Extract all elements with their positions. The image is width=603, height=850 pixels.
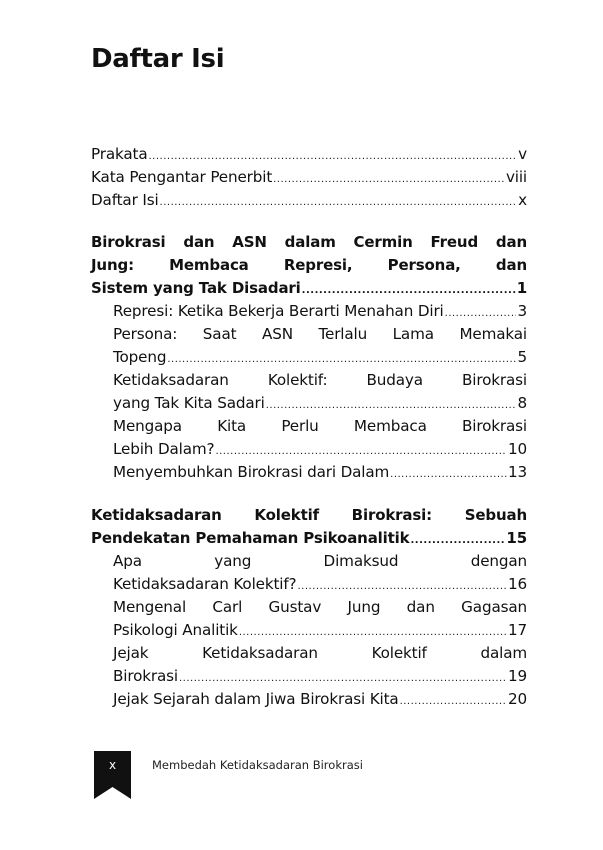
section-page: 20 <box>507 690 527 708</box>
toc-entry-page: viii <box>505 168 527 186</box>
chapter-title-line: Sistem yang Tak Disadari <box>91 279 301 297</box>
dot-leader <box>445 302 517 325</box>
toc-section[interactable] <box>91 550 527 596</box>
toc-chapter-2 <box>91 504 527 711</box>
section-page: 3 <box>517 302 527 320</box>
dot-leader <box>239 621 507 644</box>
section-title: Persona: Saat ASN Terlalu Lama Memakai <box>113 325 527 343</box>
section-title: Jejak Ketidaksadaran Kolektif dalam <box>113 644 527 662</box>
toc-entry[interactable] <box>91 166 527 189</box>
dot-leader <box>411 529 506 552</box>
toc-section[interactable] <box>91 461 527 484</box>
section-title: yang Tak Kita Sadari <box>113 394 265 412</box>
toc-entry-page: x <box>518 191 527 209</box>
page-title: Daftar Isi <box>91 44 225 74</box>
section-title: Topeng <box>113 348 167 366</box>
toc-section[interactable] <box>91 596 527 642</box>
section-title: Represi: Ketika Bekerja Berarti Menahan Diri <box>113 302 444 320</box>
section-title: Lebih Dalam? <box>113 440 215 458</box>
section-page: 10 <box>507 440 527 458</box>
section-title: Ketidaksadaran Kolektif? <box>113 575 297 593</box>
dot-leader <box>215 440 507 463</box>
toc-entry-page: v <box>518 145 527 163</box>
dot-leader <box>390 463 507 486</box>
section-title: Ketidaksadaran Kolektif: Budaya Birokrasi <box>113 371 527 389</box>
chapter-title-line[interactable]: Ketidaksadaran Kolektif Birokrasi: Sebuah <box>91 506 527 524</box>
chapter-page: 15 <box>506 529 527 547</box>
toc-entry-title: Prakata <box>91 145 148 163</box>
section-title: Mengapa Kita Perlu Membaca Birokrasi <box>113 417 527 435</box>
toc-section[interactable] <box>91 369 527 415</box>
footer-page-number: x <box>108 758 117 772</box>
section-page: 8 <box>517 394 527 412</box>
dot-leader <box>266 394 517 417</box>
toc-front-matter <box>91 143 527 212</box>
section-title: Psikologi Analitik <box>113 621 238 639</box>
dot-leader <box>400 690 507 713</box>
section-page: 13 <box>507 463 527 481</box>
dot-leader <box>149 145 518 168</box>
dot-leader <box>302 279 516 302</box>
section-title: Menyembuhkan Birokrasi dari Dalam <box>113 463 390 481</box>
toc-entry[interactable] <box>91 189 527 212</box>
section-title: Jejak Sejarah dalam Jiwa Birokrasi Kita <box>113 690 399 708</box>
toc-section[interactable] <box>91 688 527 711</box>
dot-leader <box>297 575 506 598</box>
toc-entry-title: Daftar Isi <box>91 191 159 209</box>
toc-section[interactable] <box>91 323 527 369</box>
section-page: 17 <box>507 621 527 639</box>
toc-entry-title: Kata Pengantar Penerbit <box>91 168 273 186</box>
section-title: Birokrasi <box>113 667 178 685</box>
dot-leader <box>273 168 505 191</box>
toc-section[interactable] <box>91 642 527 688</box>
toc-section[interactable] <box>91 300 527 323</box>
footer-book-title: Membedah Ketidaksadaran Birokrasi <box>152 758 363 772</box>
chapter-entry[interactable] <box>91 527 527 550</box>
toc-entry[interactable] <box>91 143 527 166</box>
dot-leader <box>160 191 518 214</box>
dot-leader <box>167 348 516 371</box>
chapter-entry[interactable] <box>91 277 527 300</box>
dot-leader <box>179 667 507 690</box>
toc-section[interactable] <box>91 415 527 461</box>
chapter-page: 1 <box>516 279 527 297</box>
section-title: Apa yang Dimaksud dengan <box>113 552 527 570</box>
chapter-title-line[interactable]: Birokrasi dan ASN dalam Cermin Freud dan <box>91 233 527 251</box>
chapter-title-line: Pendekatan Pemahaman Psikoanalitik <box>91 529 410 547</box>
section-page: 16 <box>507 575 527 593</box>
chapter-title-line[interactable]: Jung: Membaca Represi, Persona, dan <box>91 256 527 274</box>
section-page: 19 <box>507 667 527 685</box>
section-title: Mengenal Carl Gustav Jung dan Gagasan <box>113 598 527 616</box>
section-page: 5 <box>517 348 527 366</box>
toc-chapter-1 <box>91 231 527 484</box>
